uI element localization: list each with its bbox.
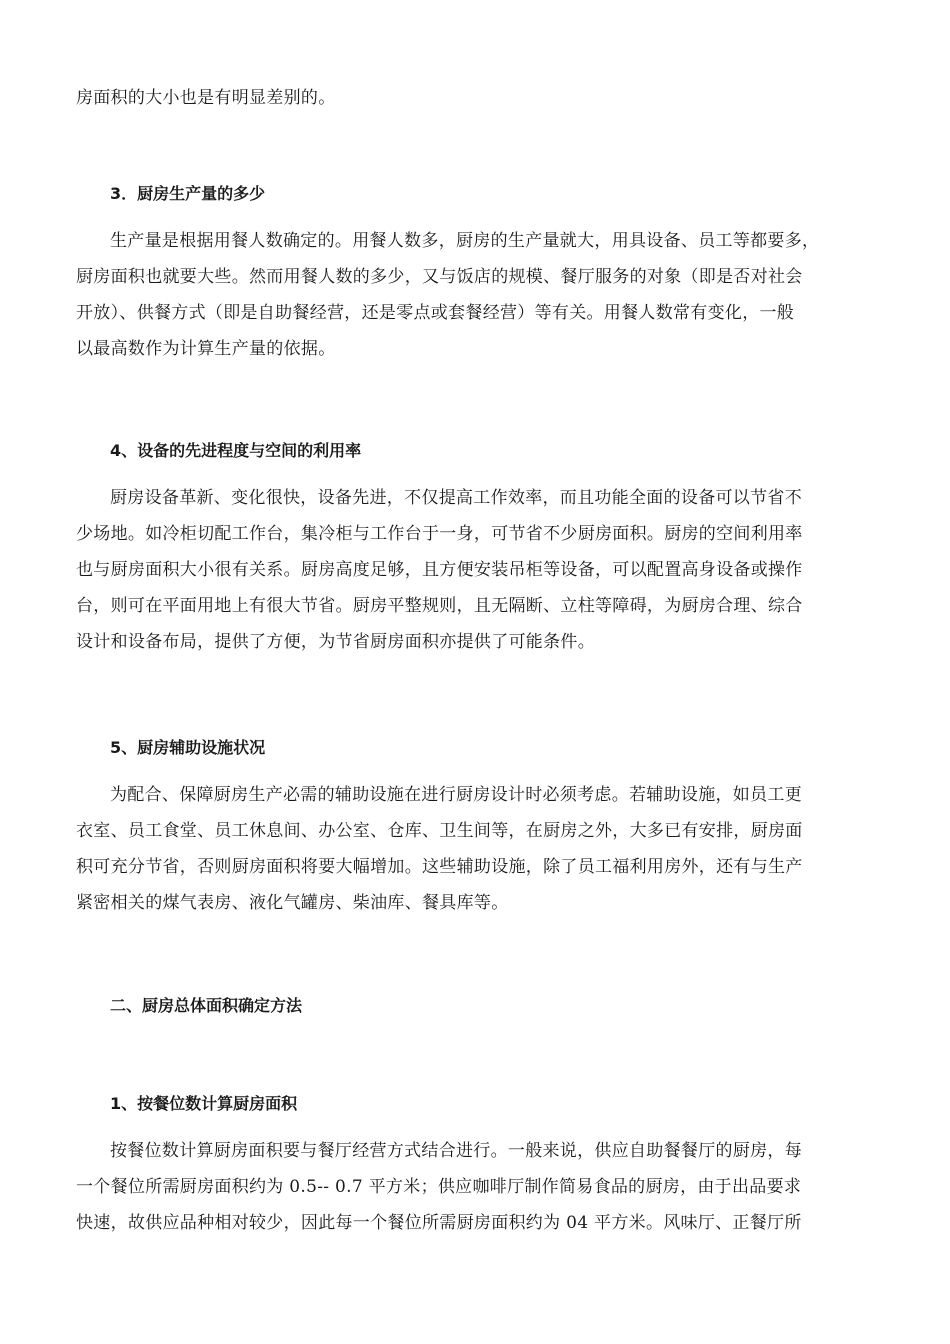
paragraph-line: 台，则可在平面用地上有很大节省。厨房平整规则，且无隔断、立柱等障碍，为厨房合理、综合 (76, 596, 803, 616)
paragraph-line: 为配合、保障厨房生产必需的辅助设施在进行厨房设计时必须考虑。若辅助设施，如员工更 (110, 785, 802, 805)
paragraph-line: 以最高数作为计算生产量的依据。 (76, 339, 336, 359)
paragraph-line: 设计和设备布局，提供了方便，为节省厨房面积亦提供了可能条件。 (76, 632, 595, 652)
paragraph-line: 积可充分节省，否则厨房面积将要大幅增加。这些辅助设施，除了员工福利用房外，还有与生产 (76, 857, 803, 877)
paragraph-line: 按餐位数计算厨房面积要与餐厅经营方式结合进行。一般来说，供应自助餐餐厅的厨房，每 (110, 1141, 802, 1161)
paragraph-line: 衣室、员工食堂、员工休息间、办公室、仓库、卫生间等，在厨房之外，大多已有安排，厨房面 (76, 821, 803, 841)
paragraph-line: 生产量是根据用餐人数确定的。用餐人数多，厨房的生产量就大，用具设备、员工等都要多， (110, 231, 820, 251)
paragraph-line: 少场地。如冷柜切配工作台，集冷柜与工作台于一身，可节省不少厨房面积。厨房的空间利用率 (76, 524, 803, 544)
paragraph-line: 厨房面积也就要大些。然而用餐人数的多少，又与饭店的规模、餐厅服务的对象（即是否对社会 (76, 267, 803, 287)
section-heading-seat-count: 1、按餐位数计算厨房面积 (110, 1094, 298, 1113)
paragraph-line: 一个餐位所需厨房面积约为 0.5-- 0.7 平方米；供应咖啡厅制作简易食品的厨房，由于出品要求 (76, 1177, 802, 1197)
intro-line: 房面积的大小也是有明显差别的。 (76, 88, 336, 108)
section-heading-production: 3．厨房生产量的多少 (110, 184, 266, 203)
section-heading-equipment: 4、设备的先进程度与空间的利用率 (110, 441, 362, 460)
paragraph-line: 紧密相关的煤气表房、液化气罐房、柴油库、餐具库等。 (76, 893, 509, 913)
paragraph-line: 开放）、供餐方式（即是自助餐经营，还是零点或套餐经营）等有关。用餐人数常有变化，一般 (76, 303, 795, 323)
paragraph-line: 也与厨房面积大小很有关系。厨房高度足够，且方便安装吊柜等设备，可以配置高身设备或操作 (76, 560, 803, 580)
section-heading-auxiliary: 5、厨房辅助设施状况 (110, 738, 266, 757)
paragraph-line: 厨房设备革新、变化很快，设备先进，不仅提高工作效率，而且功能全面的设备可以节省不 (110, 488, 802, 508)
paragraph-line: 快速，故供应品种相对较少，因此每一个餐位所需厨房面积约为 04 平方米。风味厅、正餐厅所 (76, 1213, 802, 1233)
part-heading-method: 二、厨房总体面积确定方法 (110, 996, 303, 1015)
